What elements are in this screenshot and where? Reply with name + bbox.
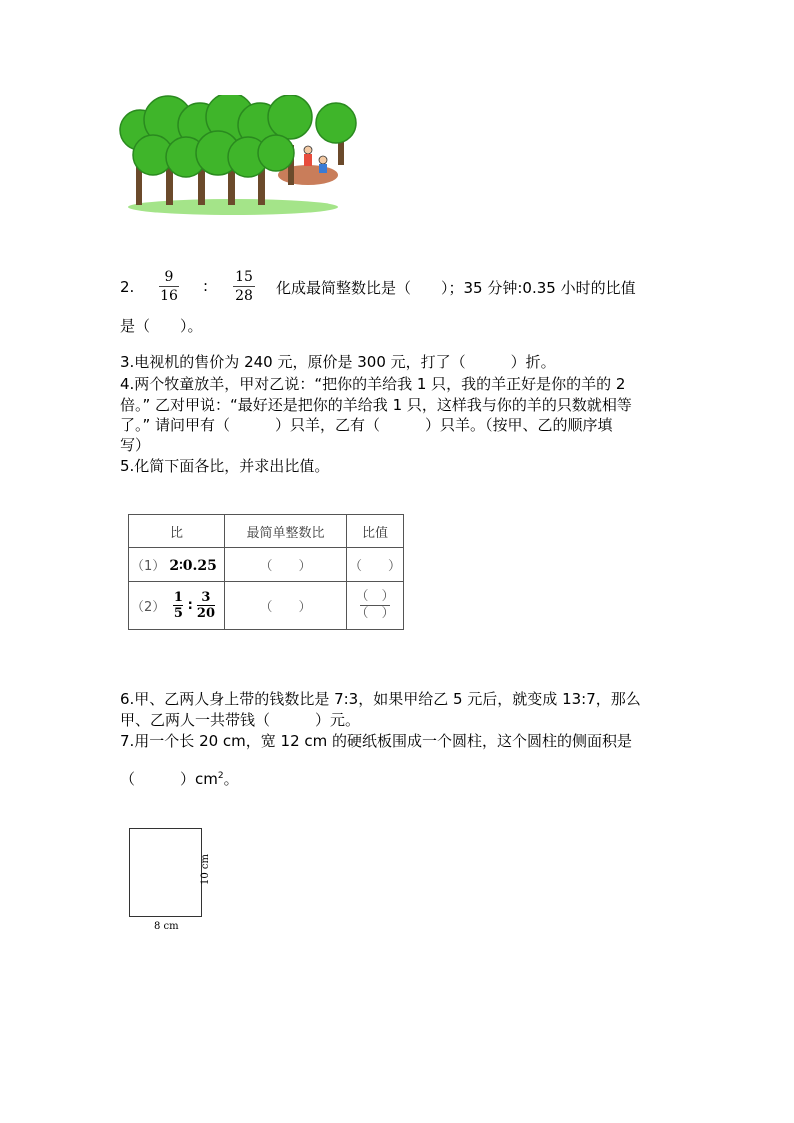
q4-line-2: 倍。” 乙对甲说：“最好还是把你的羊给我 1 只，这样我与你的羊的只数就相等 [120,396,632,414]
table-row [129,548,404,582]
q4-line-1: 4.两个牧童放羊，甲对乙说：“把你的羊给我 1 只，我的羊正好是你的羊的 2 [120,375,626,393]
rectangle-height-label: 10 cm [200,854,211,885]
table-header-ratio: 比 [129,515,225,548]
row1-simplest-blank: （ ） [259,559,312,574]
row2-label: （2） [131,600,166,615]
forest-illustration [118,95,363,220]
q4-line-3: 了。” 请问甲有（ ）只羊，乙有（ ）只羊。（按甲、乙的顺序填 [120,416,613,434]
table-header-value: 比值 [347,515,404,548]
row2-simplest-blank: （ ） [259,600,312,615]
q6-line-2: 甲、乙两人一共带钱（ ）元。 [120,711,361,729]
q7-line-2: （ ）$cm^2$。 [120,770,239,788]
q2-text-1: 化成最简整数比是（ ）；35 分钟:0.35 小时的比值 [276,279,636,297]
table-row [129,582,404,630]
row1-label: （1） [131,559,166,574]
row1-value-blank: （ ） [348,559,401,574]
q2-text-2: 是（ ）。 [120,317,203,335]
q2-number: 2. [120,278,135,296]
row2-separator: : [187,598,193,613]
row1-expression: 2∶0.25 [169,558,217,574]
rectangle-figure [129,828,202,917]
rectangle-width-label: 8 cm [154,921,179,932]
row2-value-fraction-blank: （ ） （ ） [355,589,395,621]
q6-line-1: 6.甲、乙两人身上带的钱数比是 7:3，如果甲给乙 5 元后，就变成 13:7，那么 [120,690,641,708]
q2-colon: : [203,277,209,295]
q2-fraction-1: 9 16 [160,269,178,304]
q3-text: 3.电视机的售价为 240 元，原价是 300 元，打了（ ）折。 [120,353,556,371]
row2-fraction-b: $\frac{3}{20}$ [196,590,215,621]
table-header-simplest: 最简单整数比 [225,515,347,548]
q7-line-1: 7.用一个长 20 cm，宽 12 cm 的硬纸板围成一个圆柱，这个圆柱的侧面积是 [120,732,633,750]
q2-fraction-2: 15 28 [230,268,258,305]
row2-fraction-a: $\frac{1}{5}$ [173,590,183,621]
q4-line-4: 写） [120,436,151,454]
ratio-table [128,514,404,630]
q5-text: 5.化简下面各比，并求出比值。 [120,457,330,475]
